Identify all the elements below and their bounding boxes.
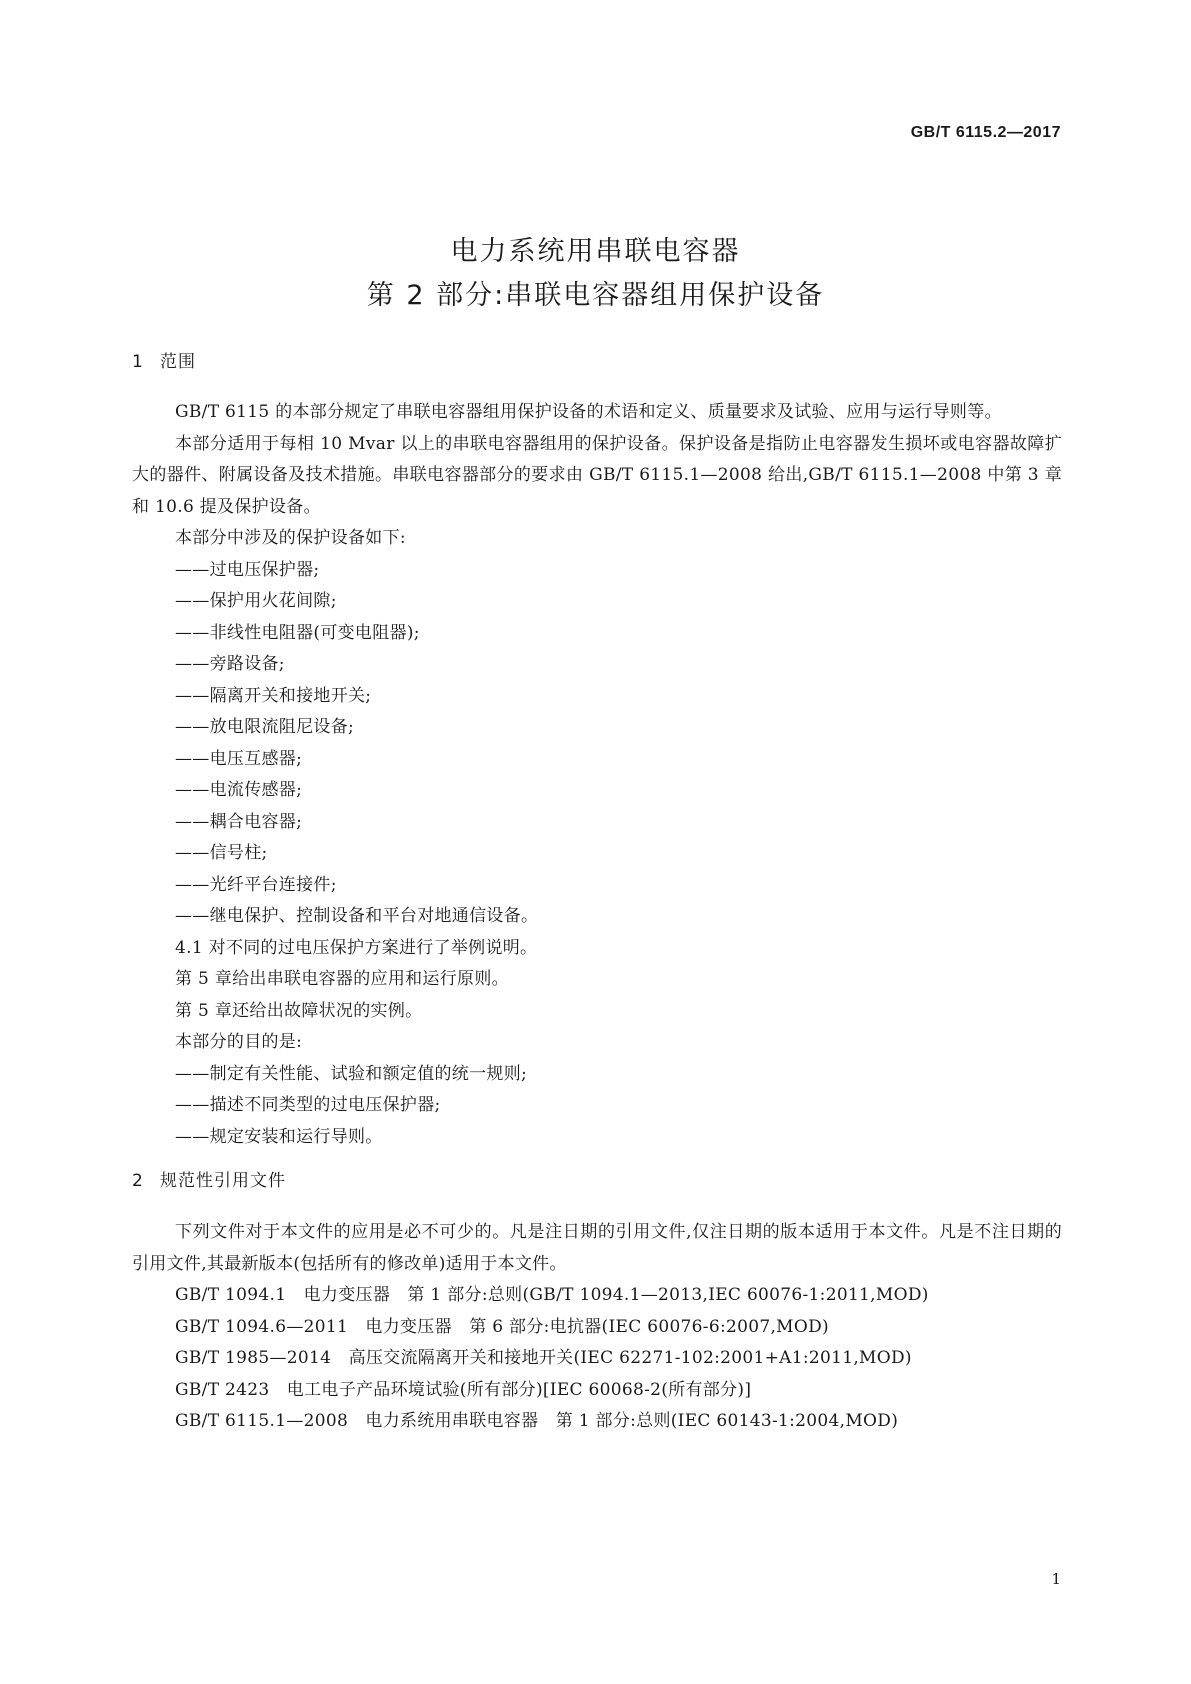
list-item: ——电压互感器; (175, 748, 303, 769)
list-item: ——保护用火花间隙; (175, 591, 337, 611)
list-item: ——非线性电阻器(可变电阻器); (175, 622, 420, 643)
scope-line: 本部分的目的是: (175, 1032, 303, 1052)
list-item: ——放电限流阻尼设备; (175, 717, 355, 737)
list-item: ——制定有关性能、试验和额定值的统一规则; (175, 1063, 528, 1084)
list-item: ——旁路设备; (175, 654, 285, 674)
references-intro: 下列文件对于本文件的应用是必不可少的。凡是注日期的引用文件,仅注日期的版本适用于本文件。凡是不注日期的引用文件,其最新版本(包括所有的修改单)适用于本文件。 (132, 1222, 1062, 1274)
section-1-body (132, 397, 1062, 1153)
title-line-1: 电力系统用串联电容器 (450, 236, 741, 267)
scope-paragraph-1: GB/T 6115 的本部分规定了串联电容器组用保护设备的术语和定义、质量要求及试验、应用与运行导则等。 (175, 402, 1002, 422)
section-1-number: 1 (132, 352, 144, 372)
reference-item: GB/T 6115.1—2008 电力系统用串联电容器 第 1 部分:总则(IEC 60143-1:2004,MOD) (175, 1411, 899, 1431)
list-item: ——光纤平台连接件; (175, 874, 337, 895)
reference-item: GB/T 1094.6—2011 电力变压器 第 6 部分:电抗器(IEC 60076-6:2007,MOD) (175, 1316, 829, 1337)
reference-item: GB/T 1985—2014 高压交流隔离开关和接地开关(IEC 62271-102:2001+A1:2011,MOD) (175, 1348, 912, 1368)
reference-item: GB/T 2423 电工电子产品环境试验(所有部分)[IEC 60068-2(所有部分)] (175, 1379, 752, 1400)
page-number: 1 (1051, 1570, 1061, 1588)
scope-line: 本部分中涉及的保护设备如下: (175, 528, 406, 548)
section-1-title: 范围 (160, 352, 196, 372)
list-item: ——耦合电容器; (175, 811, 303, 832)
list-item: ——隔离开关和接地开关; (175, 685, 372, 706)
standard-code: GB/T 6115.2—2017 (910, 124, 1061, 141)
list-item: ——描述不同类型的过电压保护器; (175, 1095, 441, 1115)
section-2-number: 2 (132, 1171, 144, 1191)
list-item: ——过电压保护器; (175, 559, 320, 580)
section-2-title: 规范性引用文件 (160, 1171, 286, 1191)
section-1-heading (132, 347, 196, 372)
list-item: ——信号柱; (175, 843, 268, 863)
scope-paragraph-2: 本部分适用于每相 10 Mvar 以上的串联电容器组用的保护设备。保护设备是指防止电容器发生损坏或电容器故障扩大的器件、附属设备及技术措施。串联电容器部分的要求由 GB/T 6115.1—2008 给出,GB/T 6115.1—2008 中第 3 章和 10.6 提及保护设备。 (132, 433, 1062, 517)
list-item: ——规定安装和运行导则。 (175, 1126, 383, 1147)
scope-line: 4.1 对不同的过电压保护方案进行了举例说明。 (175, 937, 538, 958)
section-2-body (132, 1217, 1062, 1438)
scope-line: 第 5 章还给出故障状况的实例。 (175, 1000, 423, 1021)
scope-line: 第 5 章给出串联电容器的应用和运行原则。 (175, 969, 509, 989)
section-2-heading (132, 1166, 286, 1191)
reference-item: GB/T 1094.1 电力变压器 第 1 部分:总则(GB/T 1094.1—2013,IEC 60076-1:2011,MOD) (175, 1285, 929, 1305)
list-item: ——电流传感器; (175, 780, 303, 800)
title-line-2: 第 2 部分:串联电容器组用保护设备 (366, 280, 825, 311)
document-title (0, 230, 1191, 318)
list-item: ——继电保护、控制设备和平台对地通信设备。 (175, 906, 539, 926)
